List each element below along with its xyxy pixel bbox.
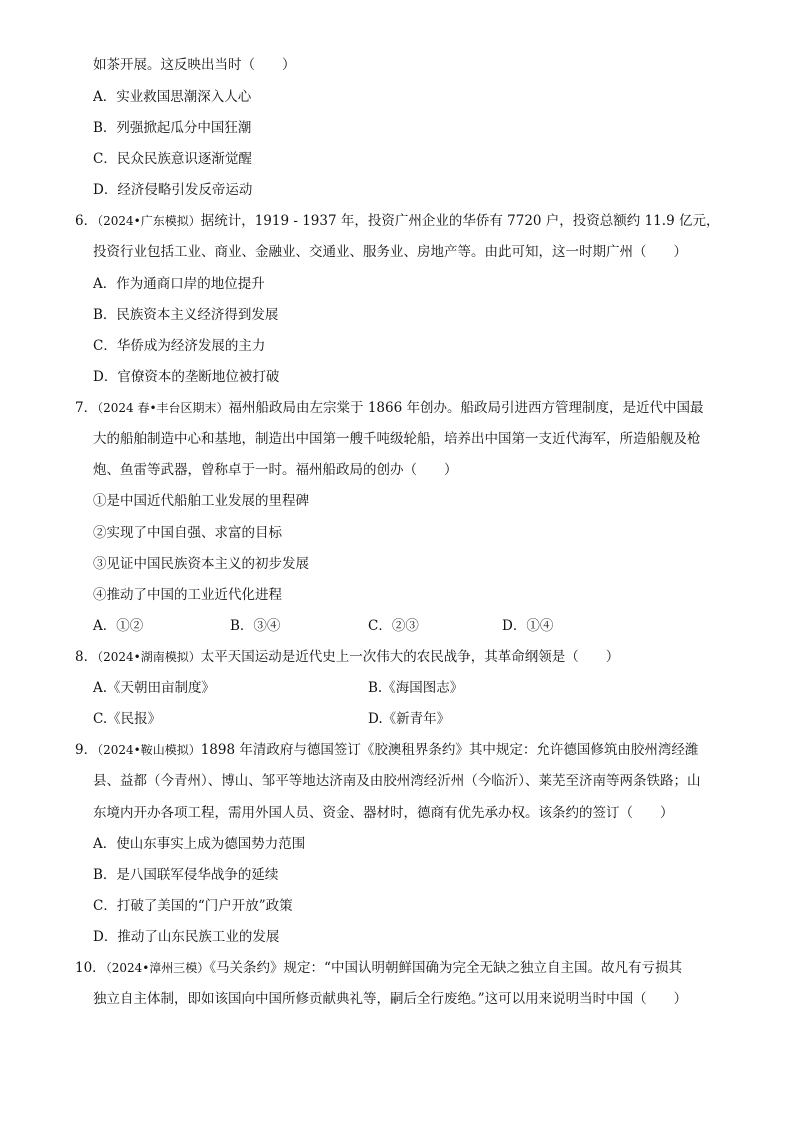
q6-option-c: C．华侨成为经济发展的主力 xyxy=(93,338,266,354)
question-text: 1898 年清政府与德国签订《胶澳租界条约》其中规定：允许德国修筑由胶州湾经潍 xyxy=(200,742,699,758)
question-9-line-3: 东境内开办各项工程，需用外国人员、资金、器材时，德商有优先承办权。该条约的签订（ ） xyxy=(93,805,674,821)
q8-option-d: D.《新青年》 xyxy=(368,711,451,727)
question-7-line-3: 炮、鱼雷等武器，曾称卓于一时。福州船政局的创办（ ） xyxy=(93,462,458,478)
question-number: 10． xyxy=(75,960,106,976)
question-text: 《马关条约》规定：“中国认明朝鲜国确为完全无缺之独立自主国。故凡有亏损其 xyxy=(209,960,682,976)
q9-option-c: C．打破了美国的“门户开放”政策 xyxy=(93,898,293,914)
question-text: 据统计，1919 - 1937 年，投资广州企业的华侨有 7720 户，投资总额约 11.9 亿元， xyxy=(200,213,720,229)
q9-option-b: B．是八国联军侵华战争的延续 xyxy=(93,867,279,883)
question-7-line-2: 大的船舶制造中心和基地，制造出中国第一艘千吨级轮船，培养出中国第一支近代海军，所造船舰及枪 xyxy=(93,431,701,447)
q7-option-a: A．①② xyxy=(93,618,144,634)
q5-option-c: C．民众民族意识逐渐觉醒 xyxy=(93,151,252,167)
question-5-stem-end: 如茶开展。这反映出当时（ ） xyxy=(93,57,296,73)
q9-option-a: A．使山东事实上成为德国势力范围 xyxy=(93,836,306,852)
question-6-line-2: 投资行业包括工业、商业、金融业、交通业、服务业、房地产等。由此可知，这一时期广州（ ） xyxy=(93,244,687,260)
question-10-line-2: 独立自主体制，即如该国向中国所修贡献典礼等，嗣后全行废绝。”这可以用来说明当时中国（ ） xyxy=(93,991,688,1007)
q7-statement-3: ③见证中国民族资本主义的初步发展 xyxy=(93,556,309,572)
question-source: （2024 春•丰台区期末） xyxy=(97,401,229,415)
q7-statement-1: ①是中国近代船舶工业发展的里程碑 xyxy=(93,493,309,509)
q7-option-c: C．②③ xyxy=(368,618,419,634)
q7-option-b: B．③④ xyxy=(230,618,281,634)
question-text: 太平天国运动是近代史上一次伟大的农民战争，其革命纲领是（ ） xyxy=(200,649,620,665)
q9-option-d: D．推动了山东民族工业的发展 xyxy=(93,929,280,945)
question-number: 6． xyxy=(75,213,98,229)
q6-option-b: B．民族资本主义经济得到发展 xyxy=(93,307,279,323)
question-text: 福州船政局由左宗棠于 1866 年创办。船政局引进西方管理制度，是近代中国最 xyxy=(228,400,704,416)
question-9-line-2: 县、益都（今青州）、博山、邹平等地达济南及由胶州湾经沂州（今临沂）、莱芜至济南等两条铁路；山 xyxy=(93,773,701,789)
q8-option-b: B.《海国图志》 xyxy=(368,680,464,696)
question-source: （2024•湖南模拟） xyxy=(97,650,201,664)
question-source: （2024•漳州三模） xyxy=(105,961,210,975)
question-6-line-1 xyxy=(75,212,719,230)
q8-option-c: C.《民报》 xyxy=(93,711,162,727)
question-10-line-1 xyxy=(75,959,682,977)
question-8-line-1 xyxy=(75,648,619,666)
question-number: 9． xyxy=(75,742,98,758)
q7-statement-2: ②实现了中国自强、求富的目标 xyxy=(93,525,282,541)
q6-option-a: A．作为通商口岸的地位提升 xyxy=(93,276,265,292)
q7-option-d: D．①④ xyxy=(502,618,554,634)
q5-option-b: B．列强掀起瓜分中国狂潮 xyxy=(93,120,252,136)
q8-option-a: A.《天朝田亩制度》 xyxy=(93,680,216,696)
question-source: （2024•广东模拟） xyxy=(97,214,201,228)
q6-option-d: D．官僚资本的垄断地位被打破 xyxy=(93,369,280,385)
q5-option-a: A．实业救国思潮深入人心 xyxy=(93,89,252,105)
question-source: （2024•鞍山模拟） xyxy=(97,743,201,757)
q5-option-d: D．经济侵略引发反帝运动 xyxy=(93,182,253,198)
question-7-line-1 xyxy=(75,399,703,417)
question-9-line-1 xyxy=(75,741,698,759)
question-number: 8． xyxy=(75,649,98,665)
q7-statement-4: ④推动了中国的工业近代化进程 xyxy=(93,587,282,603)
question-number: 7． xyxy=(75,400,98,416)
